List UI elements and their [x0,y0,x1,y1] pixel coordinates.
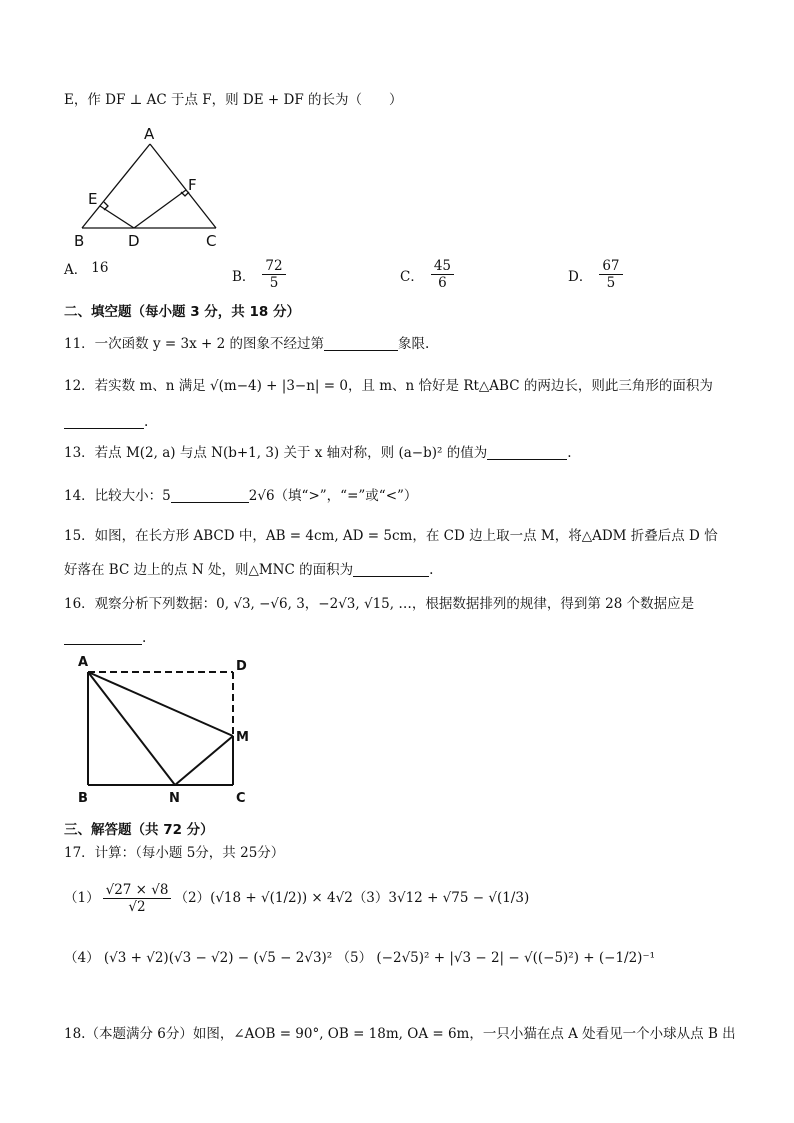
q10-tail: E，作 DF ⊥ AC 于点 F，则 DE + DF 的长为（ ） [64,92,403,108]
label-A: A [144,125,155,143]
label-A2: A [78,655,89,670]
q16-line2: . [64,628,146,648]
triangle-figure [70,122,230,252]
q12: 12．若实数 m、n 满足 √(m−4) + |3−n| = 0，且 m、n 恰好是 Rt△ABC 的两边长，则此三角形的面积为 [64,378,713,394]
q17-title: 17．计算：（每小题 5分，共 25分） [64,845,285,861]
q16-line1: 16．观察分析下列数据：0, √3, −√6, 3，−2√3, √15, …，根据数据排列的规律，得到第 28 个数据应是 [64,596,695,612]
rectangle-figure [70,652,270,807]
option-c[interactable]: C． $\frac{45}{6}$ [400,258,457,291]
q17-row1: （1） $\frac{√27 \times √8}{√2}$ （2） (√18 + √(1/2)) × 4√2 （3） 3√12 + √75 − √(1/3) [64,881,530,915]
option-d[interactable]: D． $\frac{67}{5}$ [568,258,626,291]
label-D: D [128,232,140,250]
label-M: M [236,730,249,745]
label-B: B [74,232,85,250]
label-N: N [169,791,180,806]
q12-answer: . [64,412,148,432]
section2-title: 二、填空题（每小题 3 分，共 18 分） [64,304,300,320]
label-F: F [188,176,197,194]
q17-row2: （4） (√3 + √2)(√3 − √2) − (√5 − 2√3)² （5） (−2√5)² + |√3 − 2| − √((−5)²) + (−1/2)⁻¹ [64,950,655,966]
q13: 13．若点 M(2, a) 与点 N(b+1, 3) 关于 x 轴对称，则 (a−b)² 的值为 . [64,445,572,461]
q14: 14．比较大小：5 2√6（填“>”，“=”或“<”） [64,488,418,504]
label-C: C [206,232,217,250]
label-E: E [88,190,98,208]
q15-line1: 15．如图，在长方形 ABCD 中，AB = 4cm, AD = 5cm，在 CD 边上取一点 M，将△ADM 折叠后点 D 恰 [64,528,718,544]
label-D2: D [236,659,247,674]
q15-line2: 好落在 BC 边上的点 N 处，则△MNC 的面积为 . [64,562,434,578]
q18: 18.（本题满分 6分）如图，∠AOB = 90°, OB = 18m, OA = 6m，一只小猫在点 A 处看见一个小球从点 B 出 [64,1026,736,1042]
label-B2: B [78,791,88,806]
section3-title: 三、解答题（共 72 分） [64,822,214,838]
option-b[interactable]: B． $\frac{72}{5}$ [232,258,289,291]
label-C2: C [236,791,246,806]
q11: 11．一次函数 y = 3x + 2 的图象不经过第 象限. [64,336,430,352]
option-a[interactable]: A． 16 [64,260,109,278]
